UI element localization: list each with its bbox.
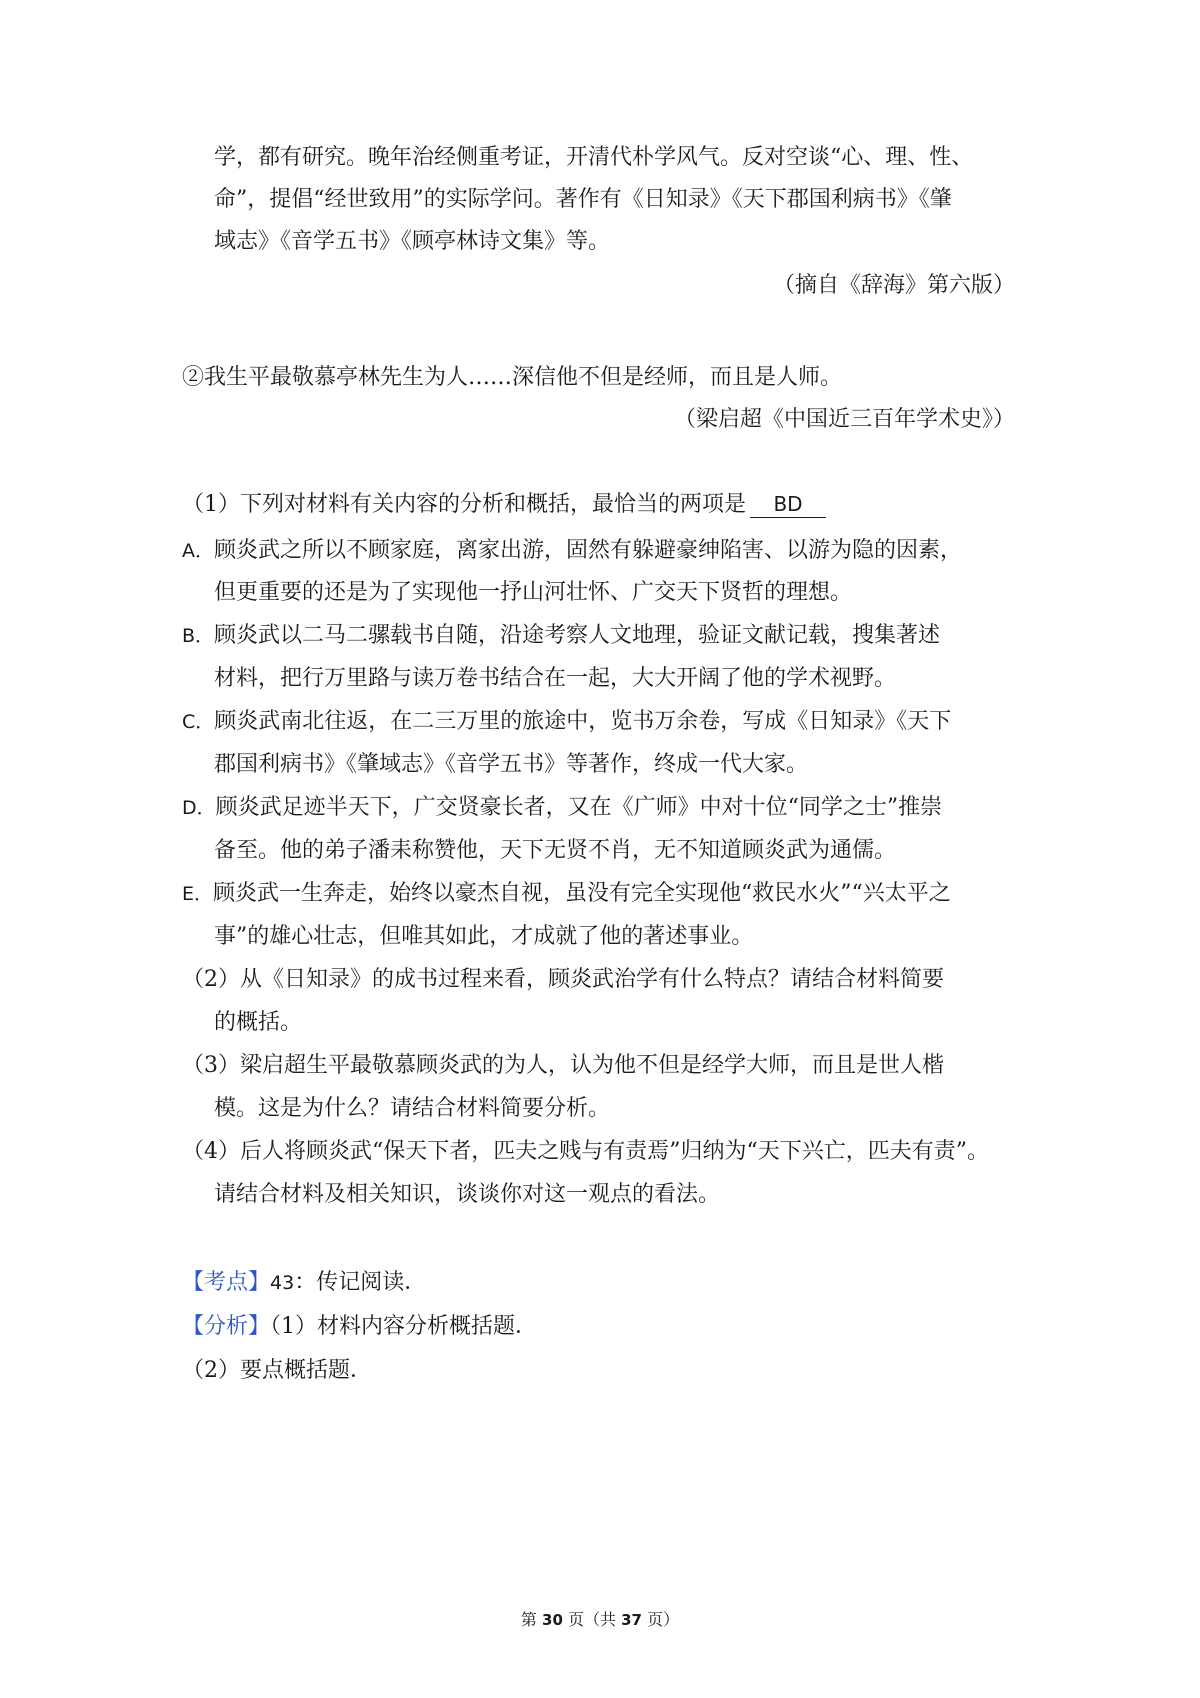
fenxi-line: [182, 1312, 537, 1342]
option-d-letter: D．: [182, 797, 216, 819]
footer-total-pages: 37: [621, 1611, 642, 1629]
fenxi-tag: 【分析】: [182, 1314, 271, 1339]
option-d-line2: 备至。他的弟子潘耒称赞他，天下无贤不肖，无不知道顾炎武为通儒。: [214, 838, 897, 863]
kaodian-line: [182, 1268, 426, 1298]
option-c-line1: 顾炎武南北往返，在二三万里的旅途中，览书万余卷，写成《日知录》《天下: [214, 709, 952, 734]
option-c-letter: C．: [182, 711, 215, 733]
footer-suffix: 页）: [647, 1610, 680, 1629]
footer-middle: 页（共: [567, 1610, 616, 1629]
option-d-line1: 顾炎武足迹半天下，广交贤豪长者，又在《广师》中对十位“同学之士”推崇: [215, 795, 943, 820]
footer-prefix: 第: [520, 1610, 537, 1629]
option-c-line2: 郡国利病书》《肇域志》《音学五书》等著作，终成一代大家。: [214, 752, 809, 777]
material2-text: ②我生平最敬慕亭林先生为人……深信他不但是经师，而且是人师。: [182, 365, 843, 390]
question4-line2: 请结合材料及相关知识，谈谈你对这一观点的看法。: [214, 1182, 721, 1207]
question2-line1: （2）从《日知录》的成书过程来看，顾炎武治学有什么特点？请结合材料简要: [182, 967, 944, 992]
option-a: [182, 536, 962, 566]
option-c: [182, 707, 951, 737]
option-e: [182, 879, 951, 909]
kaodian-text: ：传记阅读．: [294, 1270, 427, 1295]
option-b-line2: 材料，把行万里路与读万卷书结合在一起，大大开阔了他的学术视野。: [214, 666, 897, 691]
option-a-line1: 顾炎武之所以不顾家庭，离家出游，固然有躲避豪绅陷害、以游为隐的因素，: [214, 538, 963, 563]
question3-line2: 模。这是为什么？请结合材料简要分析。: [214, 1096, 611, 1121]
material1-line-1: 学，都有研究。晚年治经侧重考证，开清代朴学风气。反对空谈“心、理、性、: [214, 145, 974, 170]
footer-page-number: 30: [542, 1611, 563, 1629]
option-e-line1: 顾炎武一生奔走，始终以豪杰自视，虽没有完全实现他“救民水火”“兴太平之: [213, 881, 951, 906]
fenxi-text: （1）材料内容分析概括题．: [270, 1314, 538, 1339]
option-e-line2: 事”的雄心壮志，但唯其如此，才成就了他的著述事业。: [214, 924, 754, 949]
question4-line1: （4）后人将顾炎武“保天下者，匹夫之贱与有责焉”归纳为“天下兴亡，匹夫有责”。: [182, 1139, 989, 1164]
material2-source: （梁启超《中国近三百年学术史》）: [673, 407, 1015, 432]
question1-answer: BD: [750, 491, 826, 518]
option-a-letter: A．: [182, 540, 214, 562]
analysis-line3: （2）要点概括题．: [182, 1358, 372, 1383]
kaodian-number: 43: [270, 1272, 295, 1294]
page-footer: [0, 1609, 1200, 1631]
option-d: [182, 793, 942, 823]
option-a-line2: 但更重要的还是为了实现他一抒山河壮怀、广交天下贤哲的理想。: [214, 580, 853, 605]
option-b-line1: 顾炎武以二马二骡载书自随，沿途考察人文地理，验证文献记载，搜集著述: [214, 623, 941, 648]
material1-line-3: 域志》《音学五书》《顾亭林诗文集》等。: [214, 229, 611, 254]
option-b-letter: B．: [182, 625, 215, 647]
kaodian-tag: 【考点】: [182, 1270, 271, 1295]
question1-stem: [182, 490, 826, 520]
option-e-letter: E．: [182, 883, 214, 905]
material1-line-2: 命”，提倡“经世致用”的实际学问。著作有《日知录》《天下郡国利病书》《肇: [214, 187, 952, 212]
question1-stem-text: （1）下列对材料有关内容的分析和概括，最恰当的两项是: [182, 492, 746, 517]
material1-source: （摘自《辞海》第六版）: [772, 273, 1015, 298]
option-b: [182, 621, 940, 651]
question3-line1: （3）梁启超生平最敬慕顾炎武的为人，认为他不但是经学大师，而且是世人楷: [182, 1053, 944, 1078]
question2-line2: 的概括。: [214, 1010, 303, 1035]
